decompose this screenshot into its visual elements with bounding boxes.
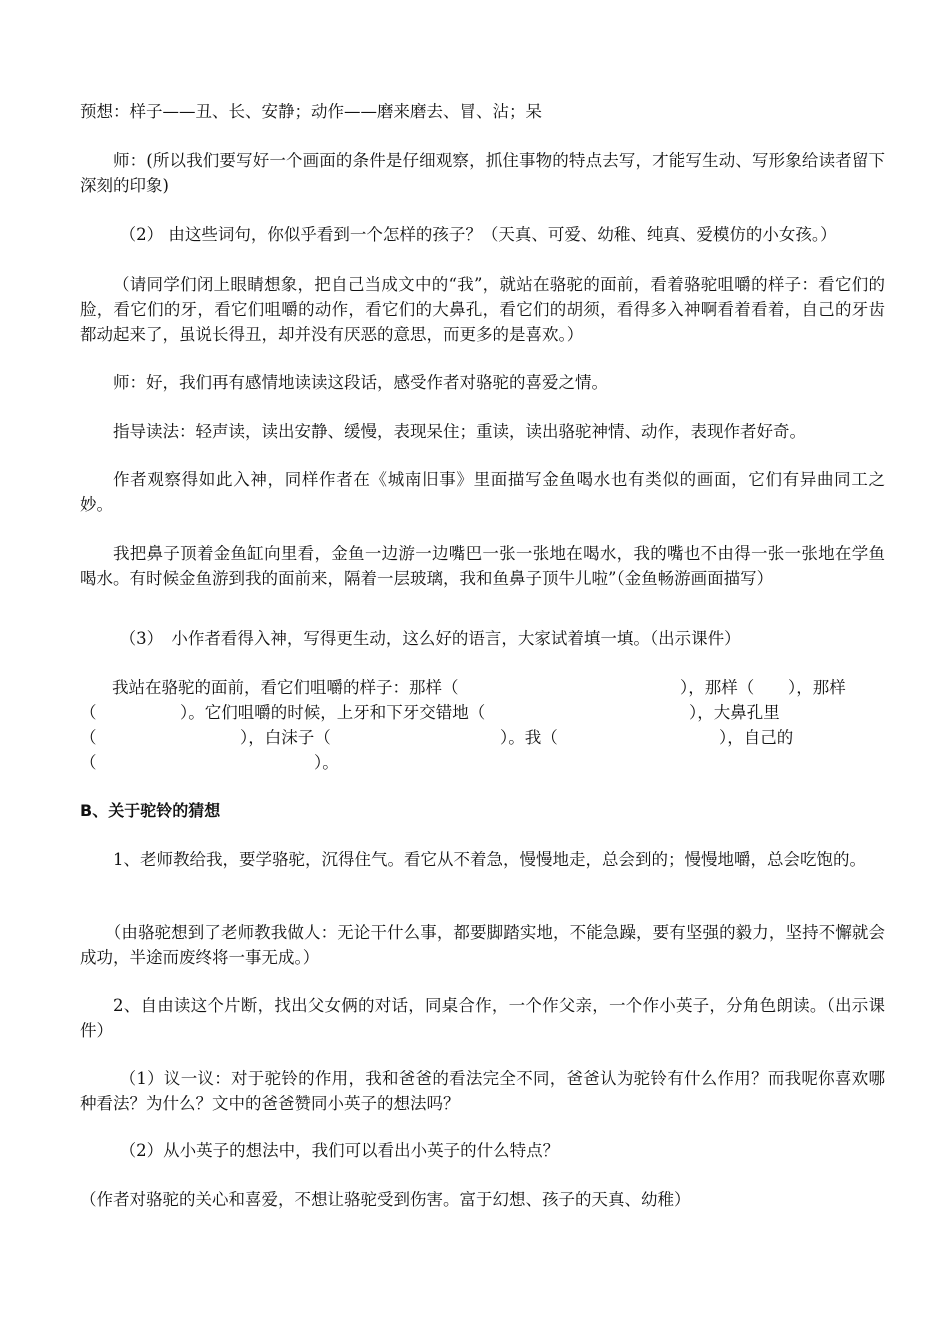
paragraph-task-2: 2、自由读这个片断，找出父女俩的对话，同桌合作，一个作父亲，一个作小英子，分角色朗读。（出示课件） [80, 996, 885, 1040]
fill-text: ），自己的 [719, 728, 794, 747]
fill-text: ），大鼻孔里 [689, 703, 780, 722]
fill-row-1 [80, 675, 885, 700]
fill-text: （ [80, 753, 97, 772]
paragraph-question-feature: （2）从小英子的想法中，我们可以看出小英子的什么特点？ [119, 1141, 560, 1160]
fill-row-4 [80, 750, 885, 775]
fill-text: ），那样（ [680, 678, 755, 697]
fill-text: ），白沫子（ [240, 728, 331, 747]
paragraph-answer: （作者对骆驼的关心和喜爱，不想让骆驼受到伤害。富于幻想、孩子的天真、幼稚） [80, 1190, 691, 1209]
section-heading: B、关于驼铃的猜想 [80, 801, 221, 820]
paragraph-imagine: （请同学们闭上眼睛想象，把自己当成文中的“我”，就站在骆驼的面前，看着骆驼咀嚼的样子：看它们的脸，看它们的牙，看它们咀嚼的动作，看它们的大鼻孔，看它们的胡须，看得多入神啊看着看着，自己的牙齿都动起来了，虽说长得丑，却并没有厌恶的意思，而更多的是喜欢。） [80, 275, 885, 344]
paragraph-question-3: （3） 小作者看得入神，写得更生动，这么好的语言，大家试着填一填。（出示课件） [119, 629, 741, 648]
paragraph-goldfish: 我把鼻子顶着金鱼缸向里看，金鱼一边游一边嘴巴一张一张地在喝水，我的嘴也不由得一张一张地在学鱼喝水。有时候金鱼游到我的面前来，隔着一层玻璃，我和鱼鼻子顶牛儿啦”（金鱼畅游画面描写） [80, 544, 885, 588]
paragraph-observation: 作者观察得如此入神，同样作者在《城南旧事》里面描写金鱼喝水也有类似的画面，它们有异曲同工之妙。 [80, 470, 885, 514]
paragraph-prediction: 预想：样子——丑、长、安静；动作——磨来磨去、冒、沾；呆 [80, 102, 542, 121]
fill-text: ）。我（ [500, 728, 558, 747]
fill-text: （ [80, 728, 97, 747]
fill-text: 我站在骆驼的面前，看它们咀嚼的样子：那样（ [112, 678, 459, 697]
paragraph-lesson: （由骆驼想到了老师教我做人：无论干什么事，都要脚踏实地，不能急躁，要有坚强的毅力，坚持不懈就会成功，半途而废终将一事无成。） [80, 923, 885, 967]
paragraph-teacher-advice: 1、老师教给我，要学骆驼，沉得住气。看它从不着急，慢慢地走，总会到的；慢慢地嚼，总会吃饱的。 [113, 850, 866, 869]
paragraph-discussion: （1）议一议：对于驼铃的作用，我和爸爸的看法完全不同，爸爸认为驼铃有什么作用？而我呢你喜欢哪种看法？为什么？文中的爸爸赞同小英子的想法吗？ [80, 1069, 885, 1113]
paragraph-question-2: （2） 由这些词句，你似乎看到一个怎样的孩子？（天真、可爱、幼稚、纯真、爱模仿的小女孩。） [119, 225, 837, 244]
fill-text: ），那样 [788, 678, 846, 697]
fill-row-3 [80, 725, 885, 750]
paragraph-teacher-note-2: 师：好，我们再有感情地读读这段话，感受作者对骆驼的喜爱之情。 [113, 373, 608, 392]
fill-text: （ [80, 703, 97, 722]
fill-row-2 [80, 700, 885, 725]
paragraph-teacher-note-1: 师：(所以我们要写好一个画面的条件是仔细观察，抓住事物的特点去写，才能写生动、写形象给读者留下深刻的印象) [80, 151, 885, 195]
fill-text: ）。 [314, 753, 339, 772]
paragraph-reading-guide: 指导读法：轻声读，读出安静、缓慢，表现呆住；重读，读出骆驼神情、动作，表现作者好奇。 [113, 422, 806, 441]
fill-text: ）。它们咀嚼的时候，上牙和下牙交错地（ [180, 703, 486, 722]
